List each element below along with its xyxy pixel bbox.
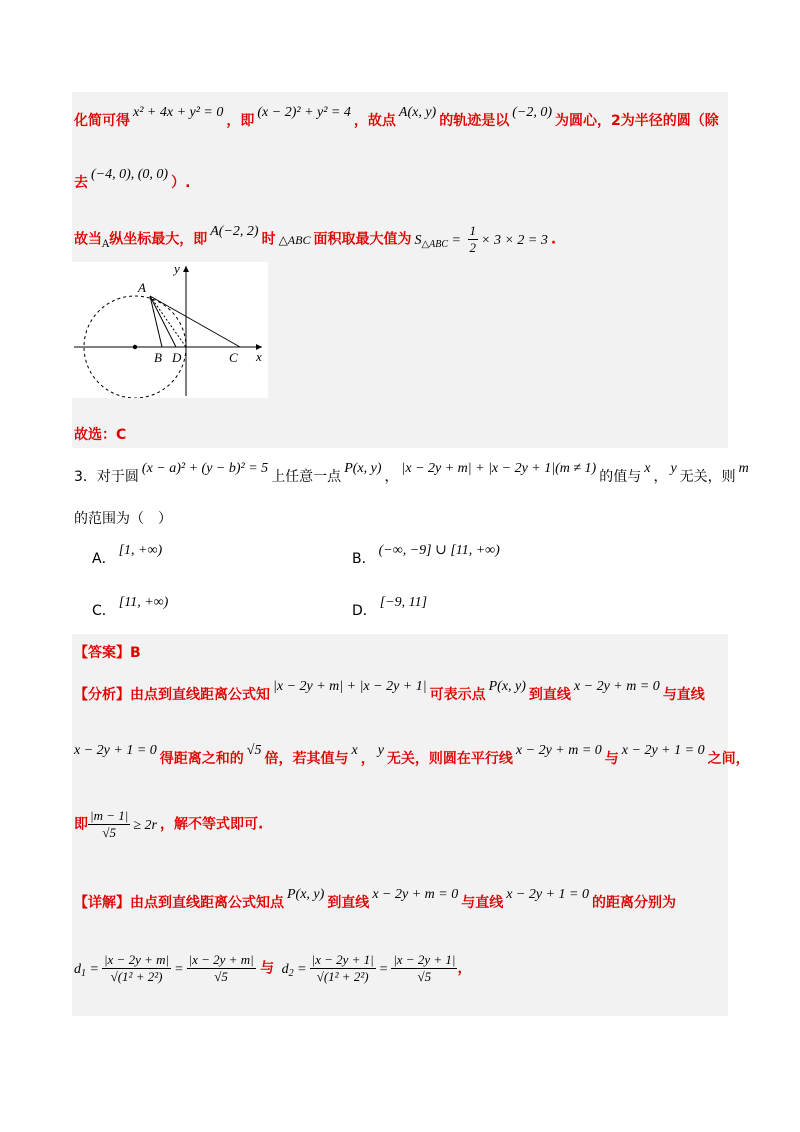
analysis-line-2: x − 2y + 1 = 0得距离之和的√5倍，若其值与x，y无关，则圆在平行线x − 2y + m = 0与x − 2y + 1 = 0之间，	[74, 743, 750, 767]
question-line-1: 3．对于圆(x − a)² + (y − b)² = 5上任意一点P(x, y)，|x − 2y + m| + |x − 2y + 1|(m ≠ 1)的值与x，y无关，则m	[74, 461, 749, 485]
center-point	[133, 345, 137, 349]
analysis-line-1: 【分析】由点到直线距离公式知|x − 2y + m| + |x − 2y + 1|可表示点P(x, y)到直线x − 2y + m = 0与直线	[74, 679, 705, 703]
label-c: C	[229, 350, 238, 365]
circle-triangle-diagram	[72, 262, 268, 398]
fraction-m-minus-1: $\frac{|m - 1|}{√5}$	[90, 808, 129, 840]
segment-ad-dotted	[150, 296, 186, 347]
detail-line-1: 【详解】由点到直线距离公式知点P(x, y)到直线x − 2y + m = 0与直线x − 2y + 1 = 0的距离分别为	[74, 887, 676, 911]
solution-line-2: 去(−4, 0), (0, 0)）.	[74, 167, 191, 191]
label-b: B	[154, 350, 162, 365]
solution-line-1: 化简可得x² + 4x + y² = 0，即(x − 2)² + y² = 4，故点A(x, y)的轨迹是以(−2, 0)为圆心，2为半径的圆（除	[74, 105, 719, 129]
fraction-d2: $\frac{|x - 2y + 1|}{\text{√(1² + 2²)}}$	[311, 952, 374, 984]
option-d[interactable]: D．[−9, 11]	[352, 595, 428, 619]
option-c[interactable]: C．[11, +∞)	[92, 595, 169, 619]
fraction-d1: $\frac{|x - 2y + m|}{\text{√(1² + 2²)}}$	[103, 952, 170, 984]
label-a: A	[138, 280, 146, 295]
label-y: y	[174, 262, 180, 276]
option-a[interactable]: A．[1, +∞)	[92, 543, 163, 567]
label-x: x	[256, 349, 262, 364]
choice-line: 故选：C	[74, 427, 127, 443]
geometry-figure	[72, 262, 268, 398]
detail-line-2: $d_1$ = $\frac{|x - 2y + m|}{\text{√(1² + 2²)}}$ = $\frac{|x - 2y + m|}{√5}$ 与 $d_2$ = $\frac{|x - 2y + 1|}{\text{√(1² + 2²)}}$ = $\frac{|x - 2y + 1|}{√5}$ ，	[74, 952, 472, 984]
analysis-line-3: 即 $\frac{|m - 1|}{√5}$ ≥ 2r ，解不等式即可.	[74, 808, 264, 840]
label-d: D	[172, 350, 182, 365]
option-b[interactable]: B．(−∞, −9] ∪ [11, +∞)	[352, 543, 500, 567]
fraction-d2-simplified: $\frac{|x - 2y + 1|}{√5}$	[393, 952, 456, 984]
answer-line: 【答案】B	[74, 645, 141, 661]
solution-line-3: 故当$_A$纵坐标最大，即A(−2, 2)时 △ABC 面积取最大值为 $S_{\triangle ABC}$ = $\frac{1}{2}$ × 3 × 2 = 3 .	[74, 223, 557, 255]
fraction-d1-simplified: $\frac{|x - 2y + m|}{√5}$	[188, 952, 254, 984]
question-line-2: 的范围为（ ）	[74, 511, 172, 527]
fraction-half: $\frac{1}{2}$	[469, 223, 476, 255]
